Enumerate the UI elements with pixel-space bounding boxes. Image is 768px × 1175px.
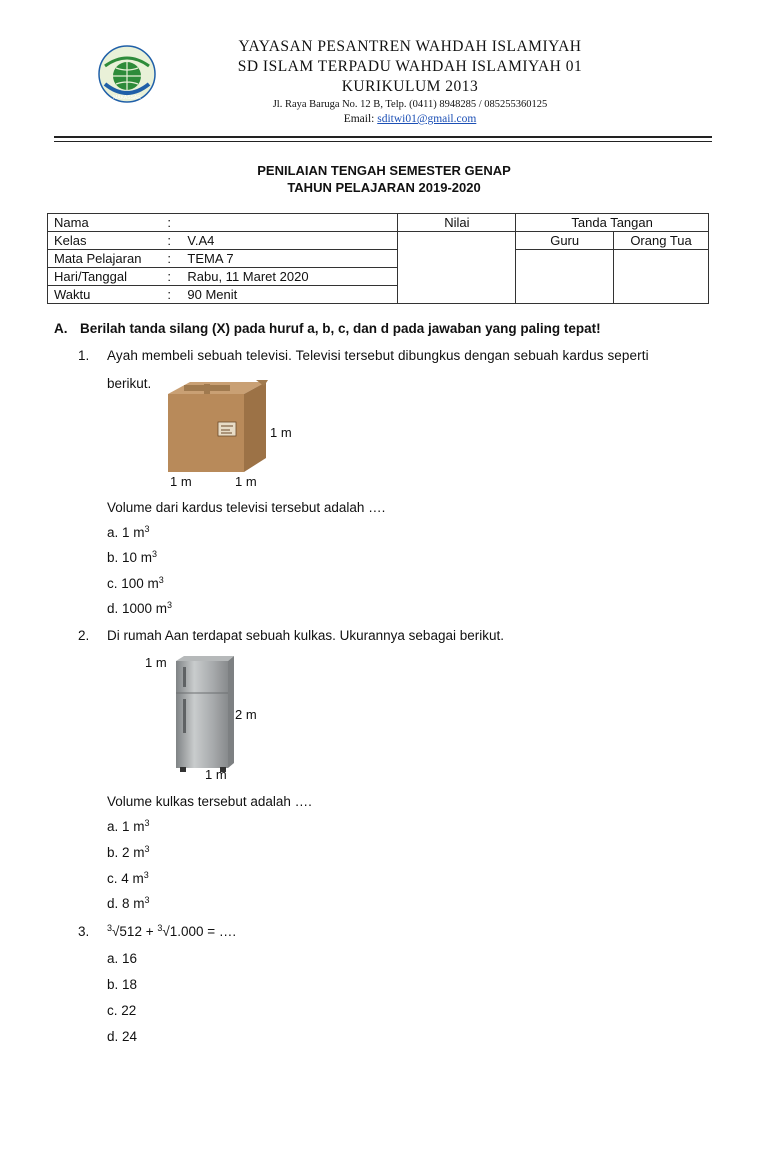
parent-signature-box[interactable]	[614, 250, 709, 304]
q1-width-label-2: 1 m	[235, 474, 257, 489]
q2-number: 2.	[78, 628, 90, 643]
q1-option-d[interactable]: d. 1000 $m^3$	[107, 600, 173, 616]
q2-option-d[interactable]: d. 8 $m^3$	[107, 895, 150, 911]
class-colon: :	[167, 232, 181, 250]
q1-question: Volume dari kardus televisi tersebut adalah ….	[107, 500, 386, 515]
exam-year: TAHUN PELAJARAN 2019-2020	[287, 180, 481, 195]
parent-label: Orang Tua	[614, 232, 709, 250]
subject-colon: :	[167, 250, 181, 268]
name-label: Nama	[48, 214, 168, 232]
q2-option-a[interactable]: a. 1 $m^3$	[107, 818, 150, 834]
q2-width-label: 1 m	[205, 767, 227, 782]
foundation-name: YAYASAN PESANTREN WAHDAH ISLAMIYAH	[238, 38, 582, 55]
q2-option-b[interactable]: b. 2 $m^3$	[107, 844, 150, 860]
email-link[interactable]: sditwi01@gmail.com	[377, 113, 477, 125]
q2-question: Volume kulkas tersebut adalah ….	[107, 794, 312, 809]
date-colon: :	[167, 268, 181, 286]
subject-label: Mata Pelajaran	[48, 250, 168, 268]
q1-number: 1.	[78, 348, 90, 363]
signature-label: Tanda Tangan	[516, 214, 709, 232]
letterhead-rule-thick	[54, 136, 712, 138]
q3-option-d[interactable]: d. 24	[107, 1029, 138, 1044]
q2-text: Di rumah Aan terdapat sebuah kulkas. Ukurannya sebagai berikut.	[107, 628, 504, 643]
subject-value: TEMA 7	[181, 250, 398, 268]
q2-depth-label: 1 m	[145, 655, 167, 670]
name-value[interactable]	[181, 214, 398, 232]
q1-option-c[interactable]: c. 100 $m^3$	[107, 575, 164, 591]
time-value: 90 Menit	[181, 286, 398, 304]
logo-text: MAKASSAR	[113, 95, 141, 101]
email-label: Email:	[343, 113, 375, 125]
q3-option-c[interactable]: c. 22	[107, 1003, 137, 1018]
teacher-signature-box[interactable]	[516, 250, 614, 304]
q3-option-b[interactable]: b. 18	[107, 977, 138, 992]
q3-option-a[interactable]: a. 16	[107, 951, 138, 966]
section-heading	[54, 321, 601, 336]
teacher-label: Guru	[516, 232, 614, 250]
score-label: Nilai	[398, 214, 516, 232]
curriculum: KURIKULUM 2013	[341, 78, 479, 95]
section-letter: A.	[54, 321, 68, 336]
refrigerator-image	[170, 655, 236, 773]
q1-width-label-1: 1 m	[170, 474, 192, 489]
school-address: Jl. Raya Baruga No. 12 B, Telp. (0411) 8948285 / 085255360125	[272, 99, 548, 110]
score-box[interactable]	[398, 232, 516, 304]
school-logo	[97, 44, 157, 106]
q3-number: 3.	[78, 924, 90, 939]
exam-title: PENILAIAN TENGAH SEMESTER GENAP	[257, 163, 511, 178]
q2-height-label: 2 m	[235, 707, 257, 722]
name-colon: :	[167, 214, 181, 232]
time-label: Waktu	[48, 286, 168, 304]
q1-height-label: 1 m	[270, 425, 292, 440]
q1-text-line1: Ayah membeli sebuah televisi. Televisi tersebut dibungkus dengan sebuah kardus seperti	[107, 348, 649, 363]
cardboard-box-image	[160, 378, 272, 474]
q1-text-line2: berikut.	[107, 376, 152, 391]
section-instruction: Berilah tanda silang (X) pada huruf a, b, c, dan d pada jawaban yang paling tepat!	[80, 321, 601, 336]
school-name: SD ISLAM TERPADU WAHDAH ISLAMIYAH 01	[237, 58, 583, 75]
school-email-line	[205, 113, 615, 125]
time-colon: :	[167, 286, 181, 304]
date-value: Rabu, 11 Maret 2020	[181, 268, 398, 286]
q1-option-a[interactable]: a. 1 $m^3$	[107, 524, 150, 540]
class-label: Kelas	[48, 232, 168, 250]
letterhead-rule-thin	[54, 141, 712, 142]
q3-expression: $^3$√512 + $^3$√1.000 = ….	[107, 923, 237, 939]
class-value: V.A4	[181, 232, 398, 250]
date-label: Hari/Tanggal	[48, 268, 168, 286]
q1-option-b[interactable]: b. 10 $m^3$	[107, 549, 158, 565]
student-info-table	[47, 213, 709, 304]
q2-option-c[interactable]: c. 4 $m^3$	[107, 870, 149, 886]
